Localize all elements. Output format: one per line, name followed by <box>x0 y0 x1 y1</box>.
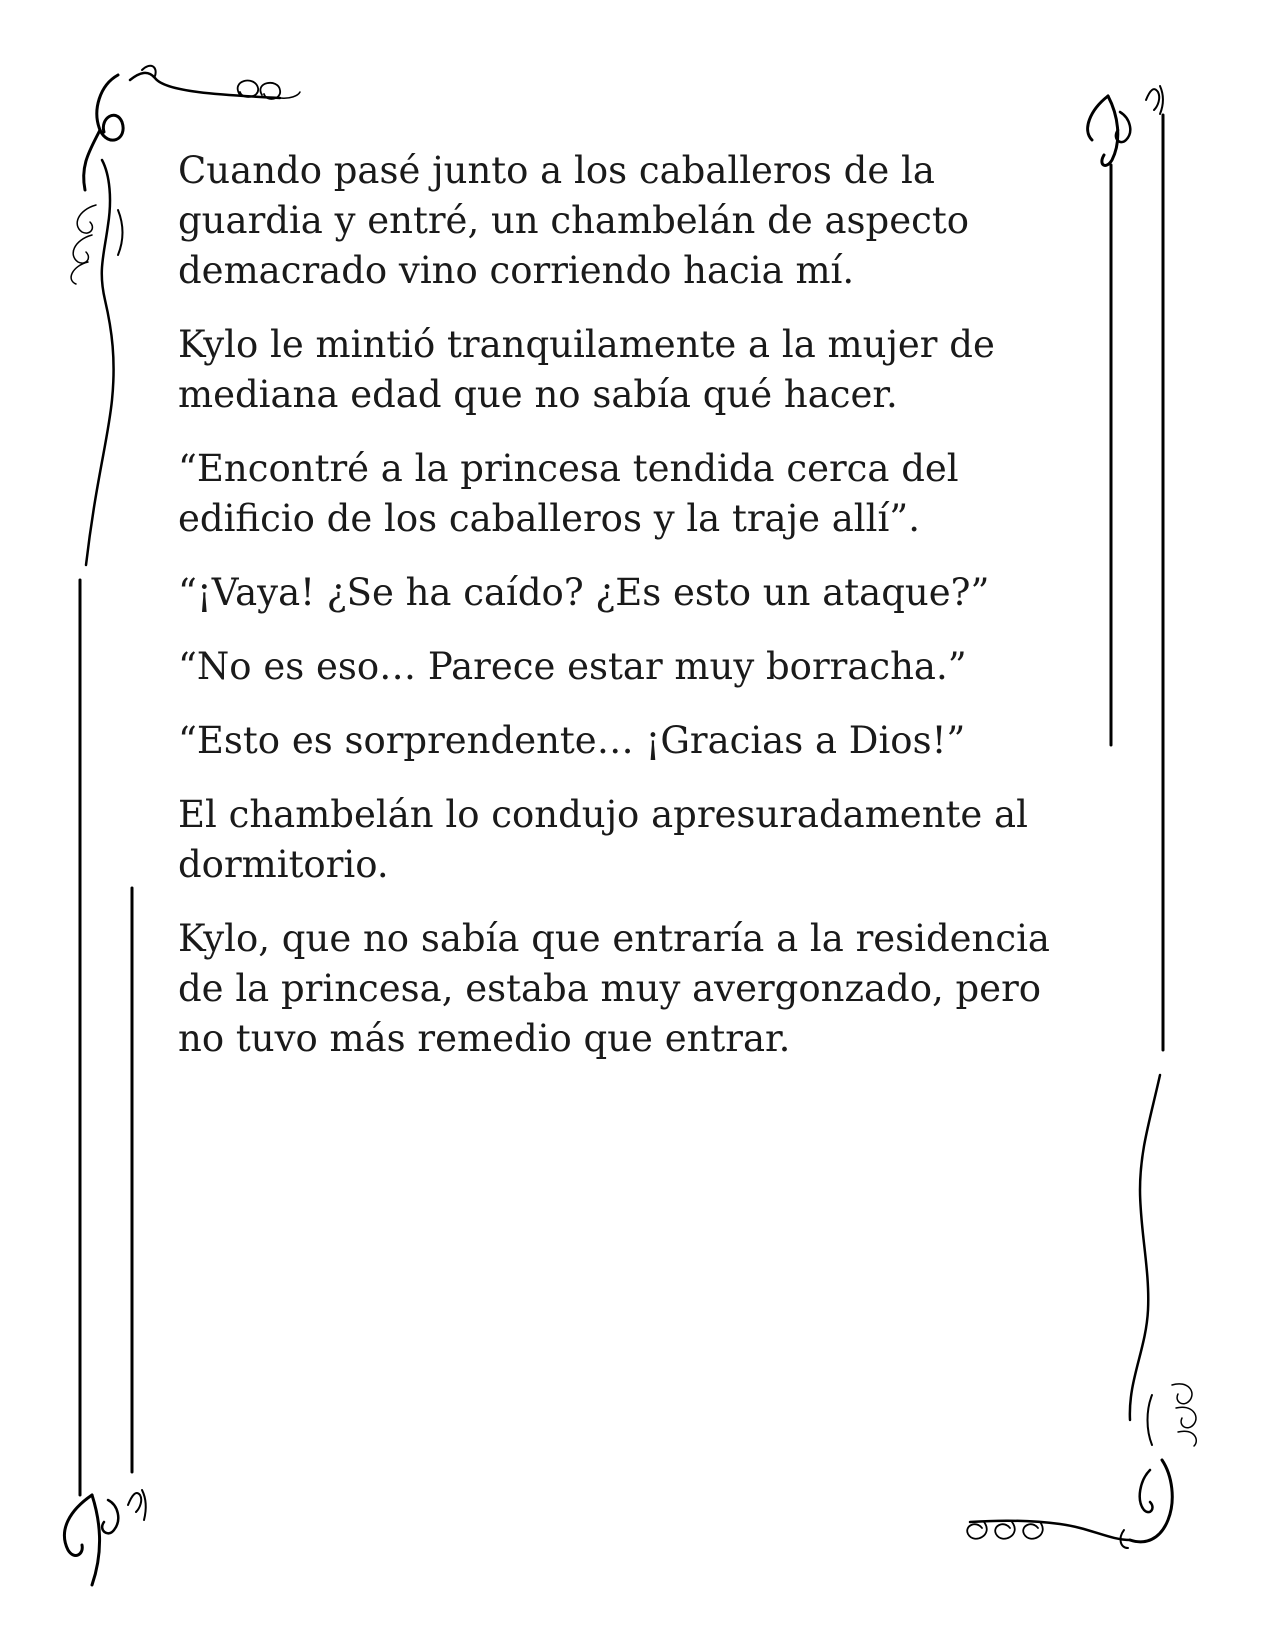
page-text <box>178 146 1078 1088</box>
paragraph: Kylo le mintió tranquilamente a la mujer de mediana edad que no sabía qué hacer. <box>178 323 995 416</box>
paragraph: “Encontré a la princesa tendida cerca del edificio de los caballeros y la traje allí”. <box>178 447 959 540</box>
paragraph: El chambelán lo condujo apresuradamente al dormitorio. <box>178 793 1028 886</box>
paragraph: Kylo, que no sabía que entraría a la residencia de la princesa, estaba muy avergonzado, pero no tuvo más remedio que entrar. <box>178 917 1050 1060</box>
paragraph: “Esto es sorprendente… ¡Gracias a Dios!” <box>178 719 966 762</box>
top-right-flourish-ornament <box>1088 86 1163 165</box>
paragraph: “No es eso… Parece estar muy borracha.” <box>178 645 967 688</box>
bottom-right-flourish-ornament <box>967 1075 1196 1548</box>
paragraph: “¡Vaya! ¿Se ha caído? ¿Es esto un ataque?” <box>178 571 990 614</box>
bottom-left-flourish-ornament <box>64 1490 145 1585</box>
paragraph: Cuando pasé junto a los caballeros de la guardia y entré, un chambelán de aspecto demacrado vino corriendo hacia mí. <box>178 149 969 292</box>
